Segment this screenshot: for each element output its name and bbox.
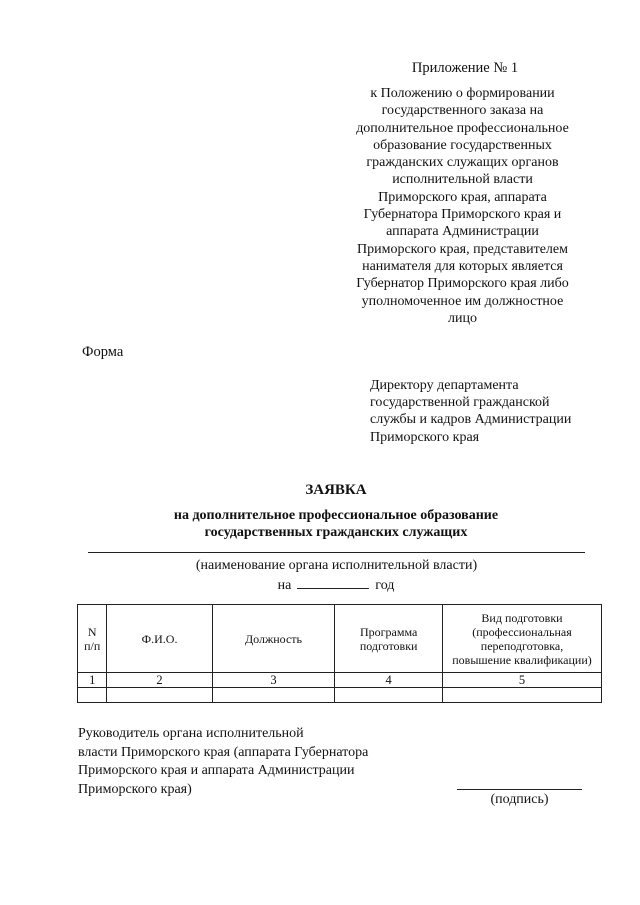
header-position: Должность [212,605,335,673]
column-number-cell: 5 [443,673,602,688]
year-prefix: на [277,578,292,593]
year-suffix: год [375,578,395,593]
document-title: ЗАЯВКА [305,482,367,498]
addressee-line: службы и кадров Администрации [370,412,572,428]
appendix-line: Губернатор Приморского края либо [356,276,569,292]
header-number-line: п/п [84,638,101,653]
appendix-line: гражданских служащих органов [366,155,559,171]
appendix-line: нанимателя для которых является [362,258,563,274]
header-kind-line: переподготовка, [480,638,564,653]
appendix-line: исполнительной власти [392,172,533,188]
form-label: Форма [82,344,124,360]
appendix-line: к Положению о формировании [370,86,555,101]
addressee-line: Директору департамента [370,378,519,393]
appendix-line: аппарата Администрации [386,224,539,240]
addressee-block [370,377,610,446]
signature-field-line[interactable] [457,789,582,790]
appendix-line: государственного заказа на [381,103,544,119]
addressee-line: Приморского края [370,429,480,445]
appendix-title: Приложение № 1 [411,60,519,76]
signature-caption: (подпись) [490,792,549,807]
header-program-line: подготовки [359,638,418,653]
header-kind-line: повышение квалификации) [452,652,592,667]
empty-cell[interactable] [78,688,107,703]
appendix-line: дополнительное профессиональное [356,120,569,136]
head-line: Руководитель органа исполнительной [78,726,304,741]
subtitle-line: на дополнительное профессиональное образование [173,508,499,523]
empty-cell[interactable] [212,688,335,703]
header-training-kind [443,605,602,673]
head-signature-text [78,725,408,800]
appendix-line: Губернатора Приморского края и [363,207,562,223]
header-kind-line: (профессиональная [472,624,572,639]
header-program-line: Программа [359,624,418,639]
header-fio: Ф.И.О. [107,605,212,673]
empty-cell[interactable] [107,688,212,703]
column-number-cell: 1 [78,673,107,688]
head-line: Приморского края и аппарата Администрации [78,763,355,779]
column-number-row [78,673,602,688]
header-kind-line: Вид подготовки [481,610,563,625]
appendix-line: образование государственных [373,137,552,153]
header-number [78,605,107,673]
empty-cell[interactable] [443,688,602,703]
appendix-line: уполномоченное им должностное [361,293,564,309]
column-number-cell: 4 [335,673,443,688]
table-header-row [78,605,602,673]
appendix-line: Приморского края, представителем [357,241,568,257]
appendix-description [330,85,595,327]
document-subtitle [0,507,640,541]
year-field-blank[interactable] [297,576,369,589]
table-row [78,688,602,703]
column-number-cell: 2 [107,673,212,688]
appendix-line: лицо [448,310,477,326]
org-name-caption: (наименование органа исполнительной власти) [195,558,478,573]
subtitle-line: государственных гражданских служащих [204,525,468,540]
header-number-line: N [87,624,97,639]
column-number-cell: 3 [212,673,335,688]
header-program [335,605,443,673]
addressee-line: государственной гражданской [370,395,550,411]
year-line [0,576,640,594]
org-name-field-line[interactable] [88,552,585,553]
head-line: власти Приморского края (аппарата Губернатора [78,744,369,760]
appendix-line: Приморского края, аппарата [378,189,547,205]
empty-cell[interactable] [335,688,443,703]
head-line: Приморского края) [78,782,192,798]
request-table [77,604,602,703]
